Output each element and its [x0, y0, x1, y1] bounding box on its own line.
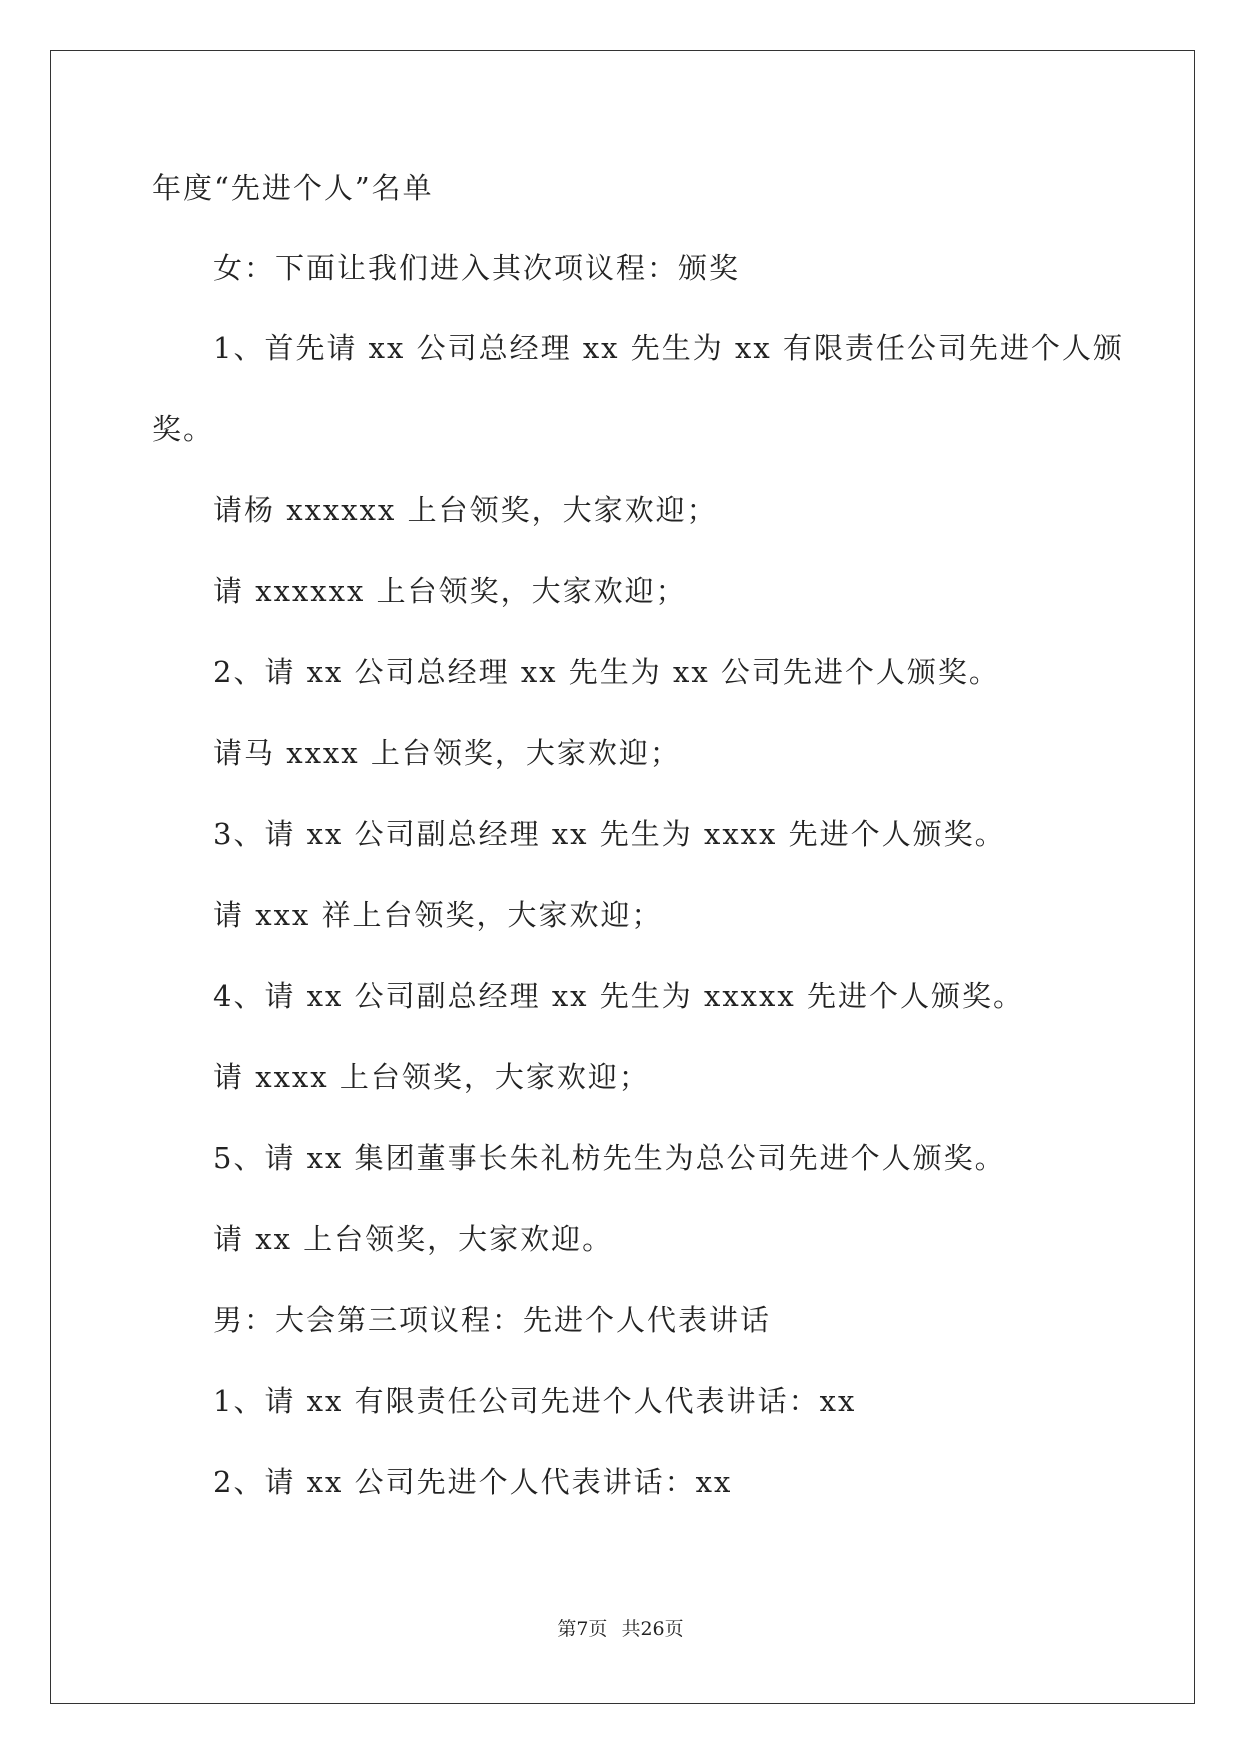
- paragraph: 1、请 xx 有限责任公司先进个人代表讲话：xx: [213, 1384, 857, 1418]
- paragraph: 男：大会第三项议程：先进个人代表讲话: [213, 1303, 772, 1337]
- paragraph-continuation: 奖。: [152, 412, 215, 446]
- section-heading: 年度“先进个人”名单: [152, 171, 434, 205]
- paragraph: 2、请 xx 公司总经理 xx 先生为 xx 公司先进个人颁奖。: [213, 655, 1000, 689]
- paragraph: 女：下面让我们进入其次项议程：颁奖: [213, 251, 741, 285]
- paragraph: 4、请 xx 公司副总经理 xx 先生为 xxxxx 先进个人颁奖。: [213, 979, 1024, 1013]
- page-number: 第7页: [557, 1618, 608, 1640]
- page-footer: [0, 1615, 1241, 1643]
- paragraph: 请杨 xxxxxx 上台领奖，大家欢迎；: [213, 493, 718, 527]
- paragraph: 请 xx 上台领奖，大家欢迎。: [213, 1222, 614, 1256]
- paragraph: 2、请 xx 公司先进个人代表讲话：xx: [213, 1465, 733, 1499]
- page-border: [50, 50, 1195, 1704]
- paragraph: 1、首先请 xx 公司总经理 xx 先生为 xx 有限责任公司先进个人颁: [213, 331, 1124, 365]
- paragraph: 5、请 xx 集团董事长朱礼枋先生为总公司先进个人颁奖。: [213, 1141, 1006, 1175]
- page-total: 共26页: [621, 1618, 684, 1640]
- paragraph: 请 xxxxxx 上台领奖，大家欢迎；: [213, 574, 687, 608]
- paragraph: 请马 xxxx 上台领奖，大家欢迎；: [213, 736, 681, 770]
- paragraph: 请 xxx 祥上台领奖，大家欢迎；: [213, 898, 663, 932]
- paragraph: 3、请 xx 公司副总经理 xx 先生为 xxxx 先进个人颁奖。: [213, 817, 1006, 851]
- paragraph: 请 xxxx 上台领奖，大家欢迎；: [213, 1060, 650, 1094]
